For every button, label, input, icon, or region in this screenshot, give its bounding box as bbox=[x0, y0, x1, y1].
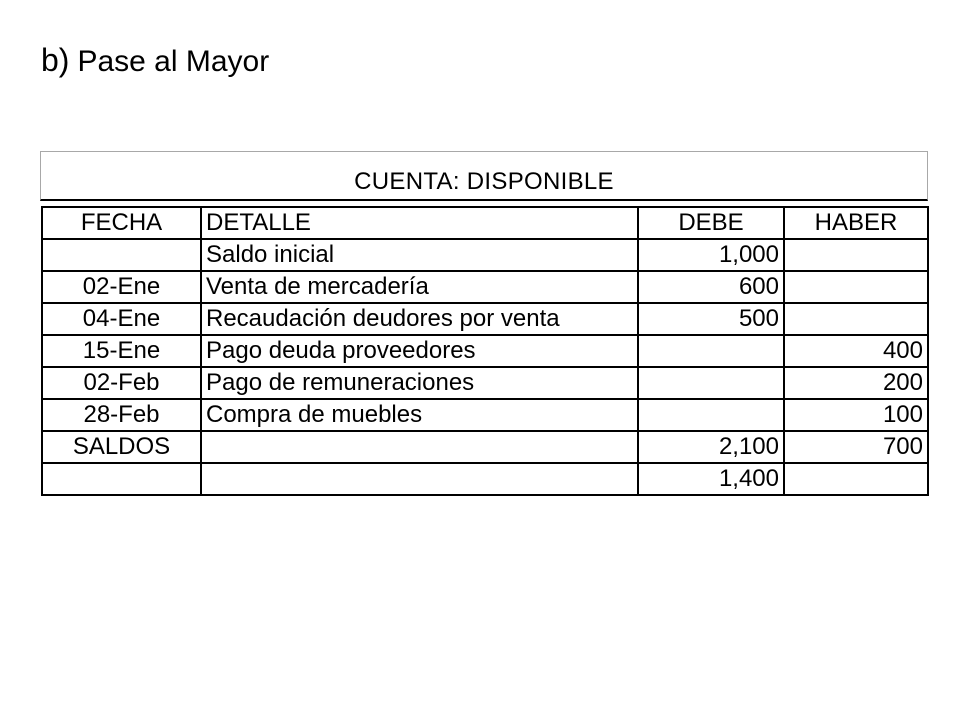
detail-cell: Recaudación deudores por venta bbox=[201, 303, 638, 335]
detail-cell: Venta de mercadería bbox=[201, 271, 638, 303]
date-cell: 28-Feb bbox=[42, 399, 201, 431]
ledger-table bbox=[41, 206, 929, 496]
date-cell bbox=[42, 463, 201, 495]
table-row bbox=[42, 303, 928, 335]
credit-cell: 400 bbox=[784, 335, 928, 367]
credit-cell: 100 bbox=[784, 399, 928, 431]
debit-cell bbox=[638, 399, 784, 431]
balance-row bbox=[42, 463, 928, 495]
totals-row bbox=[42, 431, 928, 463]
credit-cell bbox=[784, 303, 928, 335]
credit-cell bbox=[784, 463, 928, 495]
debit-cell: 600 bbox=[638, 271, 784, 303]
totals-label: SALDOS bbox=[42, 431, 201, 463]
ledger-header-row bbox=[42, 207, 928, 239]
account-header bbox=[40, 151, 928, 201]
total-credit-cell: 700 bbox=[784, 431, 928, 463]
column-header-detail: DETALLE bbox=[201, 207, 638, 239]
debit-cell bbox=[638, 367, 784, 399]
detail-cell: Pago deuda proveedores bbox=[201, 335, 638, 367]
date-cell: 02-Feb bbox=[42, 367, 201, 399]
detail-cell: Saldo inicial bbox=[201, 239, 638, 271]
detail-cell bbox=[201, 463, 638, 495]
total-debit-cell: 2,100 bbox=[638, 431, 784, 463]
slide-title bbox=[41, 36, 269, 86]
table-row bbox=[42, 367, 928, 399]
detail-cell: Compra de muebles bbox=[201, 399, 638, 431]
date-cell: 15-Ene bbox=[42, 335, 201, 367]
detail-cell: Pago de remuneraciones bbox=[201, 367, 638, 399]
credit-cell: 200 bbox=[784, 367, 928, 399]
date-cell: 04-Ene bbox=[42, 303, 201, 335]
table-row bbox=[42, 239, 928, 271]
table-row bbox=[42, 271, 928, 303]
debit-cell: 1,000 bbox=[638, 239, 784, 271]
debit-cell: 500 bbox=[638, 303, 784, 335]
column-header-date: FECHA bbox=[42, 207, 201, 239]
slide-title-letter: b) bbox=[41, 42, 70, 78]
account-title: CUENTA: DISPONIBLE bbox=[354, 168, 614, 195]
balance-debit-cell: 1,400 bbox=[638, 463, 784, 495]
slide-title-text: Pase al Mayor bbox=[77, 45, 270, 78]
date-cell bbox=[42, 239, 201, 271]
debit-cell bbox=[638, 335, 784, 367]
date-cell: 02-Ene bbox=[42, 271, 201, 303]
column-header-credit: HABER bbox=[784, 207, 928, 239]
detail-cell bbox=[201, 431, 638, 463]
table-row bbox=[42, 335, 928, 367]
credit-cell bbox=[784, 271, 928, 303]
table-row bbox=[42, 399, 928, 431]
credit-cell bbox=[784, 239, 928, 271]
column-header-debit: DEBE bbox=[638, 207, 784, 239]
